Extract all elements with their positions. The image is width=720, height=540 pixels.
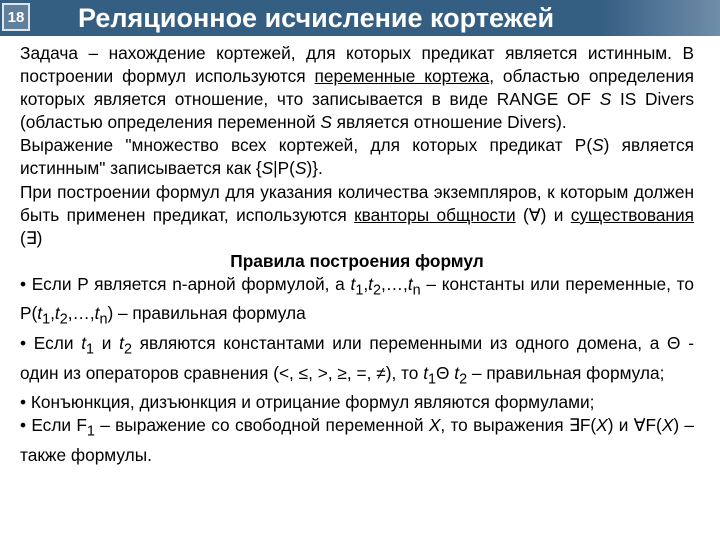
var-x: X — [596, 415, 608, 436]
text: ) является истинным" записывается как { — [20, 135, 694, 179]
text: Выражение "множество всех кортежей, для которых предикат P( — [20, 135, 593, 156]
var-t: t — [94, 303, 100, 324]
theta-operator: Θ — [436, 362, 455, 383]
subscript: 2 — [59, 311, 68, 328]
var-t: t — [368, 273, 373, 294]
text: , то выражения ∃F( — [440, 415, 597, 436]
var-s: S — [261, 158, 274, 179]
subscript: 1 — [355, 282, 364, 299]
text: • Если — [20, 333, 82, 354]
slide-body — [20, 42, 694, 467]
text: – выражение со свободной переменной — [94, 415, 429, 436]
text: Задача – нахождение кортежей, для которых предикат является истинным. В построении формул используются — [20, 43, 694, 87]
rule-item-3: • Конъюнкция, дизъюнкция и отрицание формул являются формулами; — [20, 392, 595, 413]
subscript: 2 — [459, 371, 468, 388]
paragraph-task — [20, 42, 694, 134]
var-t: t — [81, 333, 87, 354]
text: , — [50, 303, 55, 324]
rule-item-4 — [20, 414, 694, 467]
text: • Если P является n-арной формулой, а — [20, 273, 351, 294]
subscript: 1 — [86, 341, 95, 358]
text: ,…, — [380, 273, 408, 294]
text: ) – правильная формула — [107, 303, 306, 324]
var-s: S — [320, 112, 332, 133]
var-t: t — [37, 303, 43, 324]
subscript: 1 — [42, 311, 51, 328]
text: |P( — [273, 158, 295, 179]
var-s: S — [592, 135, 604, 156]
var-s: S — [294, 158, 307, 179]
subscript: 1 — [428, 371, 437, 388]
slide-title: Реляционное исчисление кортежей — [78, 3, 555, 33]
var-t: t — [407, 273, 413, 294]
text: ) – также формулы. — [20, 415, 694, 465]
var-t: t — [454, 362, 460, 383]
paragraph-set-expression — [20, 134, 694, 180]
subscript: 2 — [372, 282, 381, 299]
text: , областью определения которых является отношение, что записывается в виде RANGE OF — [20, 66, 694, 110]
text: ) и ∀F( — [607, 415, 662, 436]
var-t: t — [119, 333, 124, 354]
subscript: n — [99, 311, 108, 328]
term-universal-quantifier: кванторы общности — [354, 204, 516, 225]
var-x: X — [428, 415, 441, 436]
text: При построении формул для указания количества экземпляров, к которым должен быть применен предикат, используются — [20, 181, 694, 225]
term-existential-quantifier: существования — [570, 204, 694, 225]
rules-heading: Правила построения формул — [230, 250, 484, 271]
text: IS Divers (областью определения переменной — [20, 89, 694, 133]
text: является отношение Divers). — [331, 112, 567, 133]
subscript: n — [412, 282, 421, 299]
subscript: 1 — [86, 423, 95, 440]
paragraph-quantifiers — [20, 181, 694, 250]
term-tuple-variables: переменные кортежа — [314, 66, 490, 87]
var-x: X — [661, 415, 674, 436]
rule-item-1 — [20, 273, 694, 332]
slide-header — [0, 0, 720, 36]
text: – константы или переменные, то P( — [20, 273, 694, 324]
text: и — [94, 333, 120, 354]
text: (∀) и — [515, 204, 571, 225]
rule-item-2 — [20, 332, 694, 391]
var-t: t — [350, 273, 356, 294]
text: )}. — [306, 158, 323, 179]
var-t: t — [423, 362, 429, 383]
text: (∃) — [20, 227, 43, 248]
subscript: 2 — [123, 341, 132, 358]
slide-number-badge: 18 — [2, 3, 30, 31]
text: , — [363, 273, 369, 294]
text: ,…, — [67, 303, 95, 324]
header-gradient — [600, 0, 720, 36]
text: • Если F — [20, 415, 87, 436]
var-t: t — [54, 303, 60, 324]
text: – правильная формула; — [467, 362, 665, 383]
text: являются константами или переменными из одного домена, а Θ - один из операторов сравнения (<, ≤, >, ≥, =, ≠), то — [20, 333, 694, 383]
var-s: S — [599, 89, 612, 110]
